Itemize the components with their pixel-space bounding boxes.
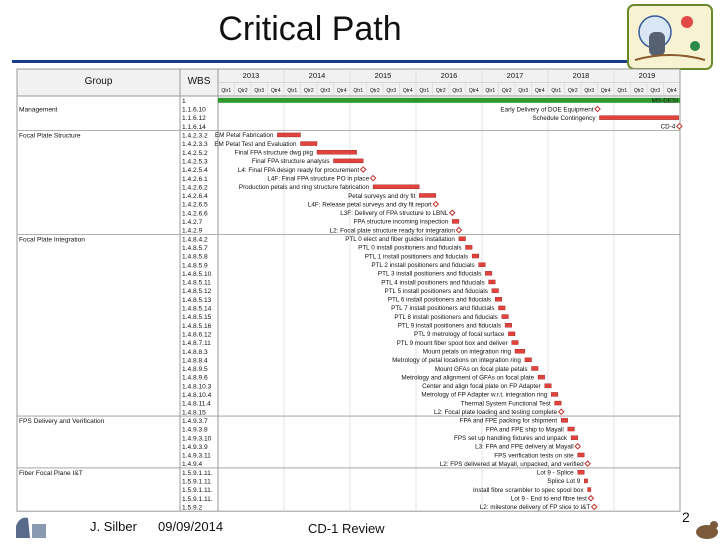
task-label: FPA and FPE packing for shipment [459,417,558,425]
quarter-label: Qtr4 [666,88,677,94]
task-bar [578,470,585,474]
task-label: L2: FPS delivered at Mayall, unpacked, and verified [439,460,584,468]
wbs-code: 1.4.9.3.8 [182,426,208,434]
wbs-code: 1.4.8.5.16 [182,322,212,330]
task-bar [466,245,473,249]
task-bar [489,280,496,284]
task-bar [505,323,512,327]
task-label: Lot 9 - Splice [536,469,574,477]
year-label: 2014 [308,71,326,80]
wbs-code: 1.4.9.3.9 [182,443,208,451]
wbs-code: 1.4.8.5.14 [182,305,212,313]
wbs-code: 1.4.2.6.4 [182,193,208,201]
task-label: L2: Focal plate structure ready for integration [329,227,455,235]
wbs-code: 1.4.8.5.8 [182,253,208,261]
group-label: Management [19,106,58,114]
quarter-label: Qtr1 [485,88,496,94]
quarter-label: Qtr2 [435,88,446,94]
quarter-label: Qtr2 [501,88,512,94]
wbs-code: 1.4.9.4 [182,461,203,469]
milestone-diamond [559,409,564,414]
wbs-code: 1.4.2.3.2 [182,132,208,140]
wbs-code: 1.4.2.6.6 [182,210,208,218]
milestone-diamond [361,167,366,172]
task-bar [568,427,575,431]
summary-bar [218,98,680,103]
task-bar [459,237,466,241]
footer-date: 09/09/2014 [158,519,224,534]
task-label: Mount GFAs on focal plate petals [434,365,528,373]
task-label: PTL 0 elect and fiber guides installation [345,236,455,244]
wbs-code: 1.4.2.5.4 [182,167,208,175]
task-label: PTL 9 metrology of focal surface [413,331,505,339]
task-bar [555,401,562,405]
task-label: Metrology of petal locations on integration ring [392,357,521,365]
quarter-label: Qtr2 [237,88,248,94]
quarter-label: Qtr1 [551,88,562,94]
footer-creature-icon [694,516,720,540]
task-label: Petal surveys and dry fit [348,192,416,200]
quarter-label: Qtr3 [650,88,661,94]
wbs-code: 1.4.8.8.3 [182,348,208,356]
task-bar [508,332,515,336]
task-label: PTL 4 install positioners and fiducials [381,279,485,287]
quarter-label: Qtr2 [633,88,644,94]
wbs-code: 1.4.8.5.10 [182,270,212,278]
wbs-code: 1.4.8.5.13 [182,296,212,304]
wbs-code: 1.4.9.3.7 [182,417,208,425]
milestone-diamond [592,504,597,509]
task-bar [525,358,532,362]
task-bar [373,185,419,189]
year-label: 2017 [506,71,524,80]
task-bar [532,366,539,370]
wbs-code: 1.4.8.5.7 [182,244,208,252]
wbs-code: 1.4.8.5.9 [182,262,208,270]
task-bar [479,263,486,267]
group-label: FPS Delivery and Verification [19,417,105,425]
task-label: Center and align focal plate on FP Adapter [422,383,541,391]
task-label: PTL 0 install positioners and fiducials [358,244,462,252]
year-label: 2016 [440,71,458,80]
task-label: Production petals and ring structure fabrication [238,184,370,192]
task-bar [502,315,509,319]
task-label: L2: Focal plate loading and testing complete [433,409,558,417]
task-label: PTL 8 install positioners and fiducials [394,313,498,321]
wbs-code: 1.5.9.1.11. [182,495,213,503]
wbs-code: 1.4.8.9.5 [182,366,208,374]
task-label: Metrology and alignment of GFAs on focal plate [401,374,535,382]
task-label: Schedule Contingency [532,114,596,122]
quarter-label: Qtr1 [287,88,298,94]
task-bar [495,297,502,301]
task-bar [512,341,519,345]
task-label: FPS verification tests on site [494,452,574,460]
year-label: 2015 [374,71,392,80]
quarter-label: Qtr4 [534,88,545,94]
year-label: 2018 [572,71,590,80]
group-label: Focal Plate Integration [19,236,85,244]
wbs-code: 1.4.8.10.4 [182,392,212,400]
table-frame [17,69,680,511]
task-label: PTL 2 install positioners and fiducials [371,261,475,269]
wbs-code: 1.1.6.12 [182,115,206,123]
wbs-code: 1.4.8.8.4 [182,357,208,365]
milestone-diamond [433,202,438,207]
task-bar [317,150,357,154]
quarter-label: Qtr3 [320,88,331,94]
wbs-code: 1.4.8.5.15 [182,314,212,322]
quarter-label: Qtr1 [419,88,430,94]
task-label: CD-4 [660,123,676,131]
task-bar [472,254,479,258]
wbs-code: 1.4.9.3.11 [182,452,211,460]
task-label: L4: Final FPA design ready for procurement [237,166,360,174]
wbs-code: 1.5.9.2 [182,504,203,512]
milestone-diamond [575,444,580,449]
wbs-code: 1.1.6.10 [182,106,206,114]
task-bar [452,219,459,223]
wbs-code: 1.4.8.11.4 [182,400,211,408]
wbs-code: 1.4.8.5.11 [182,279,211,287]
task-label: PTL 6 install positioners and fiducials [387,296,492,304]
wbs-code: 1.4.2.6.2 [182,184,208,192]
quarter-label: Qtr4 [270,88,281,94]
quarter-label: Qtr3 [452,88,463,94]
task-bar [584,479,587,483]
task-label: Metrology of FP Adapter w.r.t. integration ring [421,391,548,399]
milestone-diamond [585,461,590,466]
quarter-label: Qtr1 [221,88,232,94]
wbs-code: 1.5.9.1.11. [182,469,213,477]
task-label: Early Delivery of DOE Equipment [500,106,594,114]
wbs-code: 1.4.2.6.5 [182,201,208,209]
task-label: L4F: Final FPA structure PO in place [267,175,370,183]
wbs-code: 1.4.8.7.11 [182,340,211,348]
task-label: Final FPA structure dwg pkg [234,149,313,157]
wbs-code: 1.4.2.3.3 [182,141,208,149]
task-label: PTL 9 mount fiber spool box and deliver [396,339,508,347]
quarter-label: Qtr4 [402,88,413,94]
task-bar [551,392,558,396]
wbs-code: 1.4.2.9 [182,227,203,235]
task-label: L3F: Delivery of FPA structure to LBNL [340,210,449,218]
task-label: PTL 3 install positioners and fiducials [377,270,482,278]
task-bar [485,271,492,275]
task-bar [545,384,552,388]
wbs-code: 1 [182,97,186,105]
wbs-code: 1.4.2.5.2 [182,149,208,157]
footer-telescope-icon [12,508,52,538]
group-label: Focal Plate Structure [19,132,81,140]
task-bar [334,159,364,163]
task-label: Final FPA structure analysis [251,158,330,166]
wbs-column-header: WBS [187,76,211,87]
page-number: 2 [682,509,690,525]
quarter-label: Qtr3 [584,88,595,94]
quarter-label: Qtr1 [353,88,364,94]
quarter-label: Qtr2 [567,88,578,94]
task-bar [571,436,578,440]
task-label: L2: milestone delivery of FP slice to I&T [479,504,591,512]
task-bar [538,375,545,379]
task-bar [578,453,585,457]
quarter-label: Qtr2 [369,88,380,94]
group-column-header: Group [84,76,113,87]
wbs-code: 1.5.9.1.11 [182,478,211,486]
wbs-code: 1.4.8.6.12 [182,331,212,339]
quarter-label: Qtr1 [617,88,628,94]
wbs-code: 1.4.8.4.2 [182,236,208,244]
milestone-diamond [677,124,682,129]
task-bar [492,289,499,293]
task-bar [515,349,525,353]
milestone-diamond [371,176,376,181]
task-bar [599,116,678,120]
milestone-diamond [595,106,600,111]
quarter-label: Qtr4 [468,88,479,94]
wbs-code: 1.4.8.10.3 [182,383,212,391]
year-label: 2013 [242,71,260,80]
quarter-label: Qtr2 [303,88,314,94]
wbs-code: 1.4.8.15 [182,409,206,417]
task-label: L4F: Release petal surveys and dry fit report [307,201,432,209]
quarter-label: Qtr4 [336,88,347,94]
task-label: PTL 1 install positioners and fiducials [364,253,469,261]
quarter-label: Qtr3 [518,88,529,94]
task-label: PTL 7 install positioners and fiducials [391,305,495,313]
task-bar [588,488,591,492]
task-bar [301,142,318,146]
milestone-diamond [456,227,461,232]
wbs-code: 1.1.6.14 [182,123,206,131]
task-label: L3: FPA and FPE delivery at Mayall [475,443,574,451]
wbs-code: 1.4.2.5.3 [182,158,208,166]
task-label: Thermal System Functional Test [460,400,551,408]
task-bar [561,418,568,422]
slide-title: Critical Path [218,10,402,48]
task-label: MS-DESI [651,97,678,105]
wbs-code: 1.4.2.7 [182,219,203,227]
task-label: EM Petal Fabrication [214,132,274,140]
task-label: PTL 9 install positioners and fiducials [397,322,502,330]
task-label: FPA structure incoming inspection [353,218,449,226]
task-label: EM Petal Test and Evaluation [214,140,297,148]
wbs-code: 1.5.9.1.11. [182,487,213,495]
milestone-diamond [588,496,593,501]
group-label: Fiber Focal Plane I&T [19,469,83,477]
wbs-code: 1.4.2.6.1 [182,175,208,183]
quarter-label: Qtr3 [386,88,397,94]
task-bar [499,306,506,310]
quarter-label: Qtr3 [254,88,265,94]
task-label: FPS set up handling fixtures and unpack [454,434,568,442]
wbs-code: 1.4.8.5.12 [182,288,212,296]
wbs-code: 1.4.9.3.10 [182,435,212,443]
task-bar [419,193,436,197]
task-label: Splice Lot 9 [547,478,581,486]
task-label: Mount petals on integration ring [422,348,511,356]
task-label: Lot 9 - End to end fibre test [510,495,587,503]
wbs-code: 1.4.8.9.6 [182,374,208,382]
quarter-label: Qtr4 [600,88,611,94]
footer-author: J. Silber [90,519,137,534]
task-label: PTL 5 install positioners and fiducials [384,287,488,295]
year-label: 2019 [638,71,656,80]
footer-review: CD-1 Review [308,521,385,536]
task-label: FPA and FPE ship to Mayall [485,426,564,434]
task-label: Install fibre scrambler to spec spool box [472,486,584,494]
milestone-diamond [450,210,455,215]
task-bar [277,133,300,137]
